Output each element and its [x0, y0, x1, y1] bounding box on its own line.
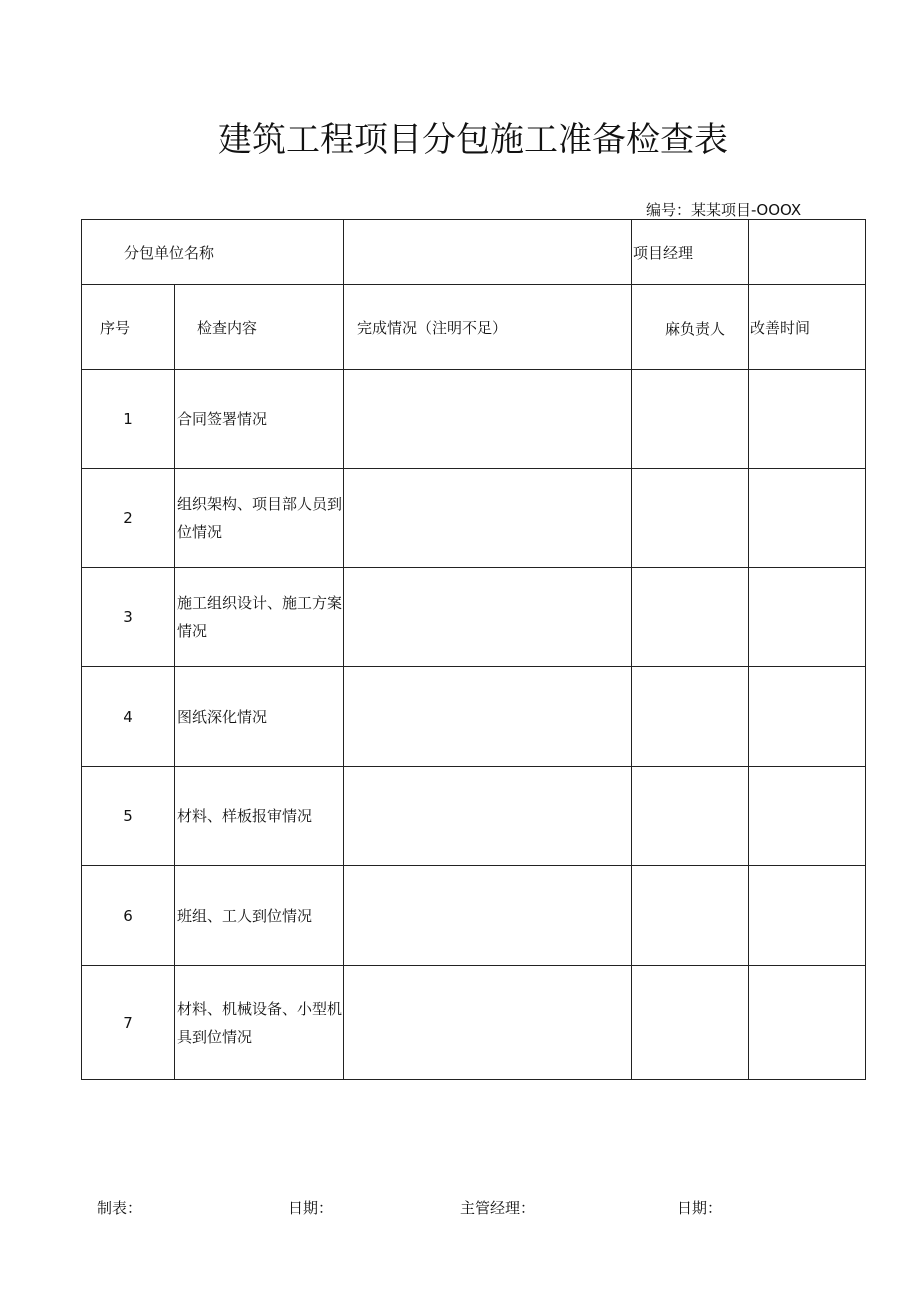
row-status-cell[interactable]: [344, 866, 632, 966]
row-time-cell[interactable]: [749, 568, 866, 667]
row-number: 3: [82, 568, 175, 667]
row-responsible-cell[interactable]: [632, 966, 749, 1080]
page-title: 建筑工程项目分包施工准备检查表: [218, 120, 728, 160]
row-time-cell[interactable]: [749, 966, 866, 1080]
col-responsible-header: 麻负责人: [632, 285, 749, 370]
document-number-code: -OOOX: [751, 201, 802, 219]
table-row: [82, 767, 866, 866]
subcontractor-label: 分包单位名称: [82, 220, 344, 285]
row-content: 图纸深化情况: [175, 667, 344, 767]
footer-prepared-by: 制表：: [97, 1199, 143, 1217]
col-index-header: 序号: [82, 285, 175, 370]
row-time-cell[interactable]: [749, 866, 866, 966]
row-content: 材料、样板报审情况: [175, 767, 344, 866]
row-content: 施工组织设计、施工方案情况: [175, 568, 344, 667]
header-row-subcontractor: [82, 220, 866, 285]
row-content: 组织架构、项目部人员到位情况: [175, 469, 344, 568]
row-time-cell[interactable]: [749, 469, 866, 568]
row-status-cell[interactable]: [344, 767, 632, 866]
row-content: 班组、工人到位情况: [175, 866, 344, 966]
row-number: 7: [82, 966, 175, 1080]
row-content: 合同签署情况: [175, 370, 344, 469]
project-manager-cell[interactable]: [749, 220, 866, 285]
table-row: [82, 568, 866, 667]
row-responsible-cell[interactable]: [632, 767, 749, 866]
inspection-table: [81, 219, 866, 1080]
row-responsible-cell[interactable]: [632, 667, 749, 767]
footer-date-1: 日期：: [288, 1199, 334, 1217]
table-row: [82, 370, 866, 469]
row-time-cell[interactable]: [749, 370, 866, 469]
row-responsible-cell[interactable]: [632, 866, 749, 966]
row-content: 材料、机械设备、小型机具到位情况: [175, 966, 344, 1080]
document-number-label: 编号：某某项目: [646, 201, 752, 219]
row-responsible-cell[interactable]: [632, 568, 749, 667]
footer-date-2: 日期：: [677, 1199, 723, 1217]
col-content-header: 检查内容: [175, 285, 344, 370]
row-number: 1: [82, 370, 175, 469]
row-status-cell[interactable]: [344, 966, 632, 1080]
document-number: [646, 199, 801, 220]
row-status-cell[interactable]: [344, 568, 632, 667]
row-number: 5: [82, 767, 175, 866]
col-time-header: 改善时间: [749, 285, 866, 370]
col-status-header: 完成情况（注明不足）: [344, 285, 632, 370]
row-number: 6: [82, 866, 175, 966]
table-row: [82, 866, 866, 966]
table-row: [82, 667, 866, 767]
row-status-cell[interactable]: [344, 667, 632, 767]
column-header-row: [82, 285, 866, 370]
row-time-cell[interactable]: [749, 767, 866, 866]
row-responsible-cell[interactable]: [632, 370, 749, 469]
footer-supervisor: 主管经理：: [460, 1199, 536, 1217]
row-time-cell[interactable]: [749, 667, 866, 767]
table-row: [82, 966, 866, 1080]
subcontractor-name-cell[interactable]: [344, 220, 632, 285]
row-number: 2: [82, 469, 175, 568]
row-number: 4: [82, 667, 175, 767]
project-manager-label: 项目经理: [632, 220, 749, 285]
row-status-cell[interactable]: [344, 469, 632, 568]
row-status-cell[interactable]: [344, 370, 632, 469]
table-row: [82, 469, 866, 568]
row-responsible-cell[interactable]: [632, 469, 749, 568]
